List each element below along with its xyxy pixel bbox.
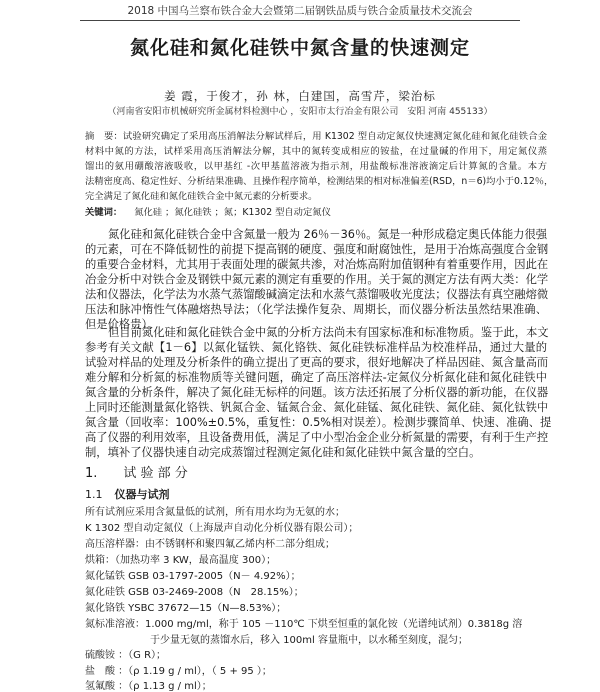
paragraph-line: 法和仪器法，化学法为水蒸气蒸馏酸碱滴定法和水蒸气蒸馏吸收光度法；仪器法有真空融熔微 [85,288,549,301]
affiliation: （河南省安阳市机械研究所金属材料检测中心 ，安阳市太行冶金有限公司 安阳 河南 455133） [107,107,493,117]
reagent-item: 氮化锰铁 GSB 03-1797-2005（N－ 4.92%）； [85,571,301,582]
section-number: 1. [85,466,98,481]
abstract-line: 材料中氮的方法，试样采用高压消解法分解，其中的氮转变成相应的铵盐，在过量碱的作用下，用定氮仪蒸 [85,146,547,157]
reagent-item: 于少量无氨的蒸馏水后，移入 100ml 容量瓶中，以水稀至刻度，混匀； [150,635,468,646]
paragraph-line: 试验对样品的处理及分析条件的确立提出了更高的要求，很好地解决了样品因硅、氮含量高而 [85,356,549,369]
abstract-line: 馏出的氨用硼酸溶液吸收，以甲基红 -次甲基蓝溶液为指示剂，用盐酸标准溶液滴定后计算氮的含量。本方 [85,161,547,172]
subsection-title: 仪器与试剂 [114,488,170,501]
paragraph-line: 上同时还能测量氮化铬铁、钒氮合金、锰氮合金、氮化硅锰、氮化硅铁、氮化硅、氮化钛铁中 [85,401,549,414]
subsection-heading [85,486,170,502]
reagent-item: K 1302 型自动定氮仪（上海晟声自动化分析仪器有限公司）； [85,523,359,534]
paragraph-line: 高了仪器的利用效率，且设备费用低，满足了中小型冶金企业分析氮量的需要，有利于生产控 [85,431,549,444]
paper-title: 氮化硅和氮化硅铁中氮含量的快速测定 [129,37,470,59]
reagent-item: 氮标准溶液：1.000 mg/ml，称于 105 －110℃ 下烘至恒重的氯化铵（光谱纯试剂）0.3818g 溶 [85,619,523,630]
paragraph-line: 的重要合金材料，尤其用于表面处理的碳氮共渗，对冶炼高附加值钢种有着重要作用，因此在 [85,258,549,271]
keywords [85,204,331,218]
reagent-item: 硫酸铵 ：（G R）； [85,650,167,661]
paragraph-line: 制，填补了仪器快速自动完成蒸馏过程测定氮化硅和氮化硅铁中氮含量的空白。 [85,446,481,459]
conference-header: 2018 中国乌兰察布铁合金大会暨第二届钢铁品质与铁合金质量技术交流会 [127,5,473,17]
paragraph-line: 氮含量的分析条件，解决了氮化硅无标样的问题。该方法还拓展了分析仪器的新功能，在仪器 [85,386,549,399]
reagent-item: 氮化硅铁 GSB 03-2469-2008（N 28.15%）； [85,587,304,598]
paragraph-line: 参考有关文献【1－6】以氮化锰铁、氮化铬铁、氮化硅铁标准样品为校准样品，通过大量的 [85,341,547,354]
abstract-line: 摘 要：试验研究确定了采用高压消解法分解试样后，用 K1302 型自动定氮仪快速测定氮化硅和氮化硅铁合金 [85,131,547,142]
section-title: 试 验 部 分 [123,466,188,481]
authors: 姜 霞，于俊才，孙 林，白建国，高雪芹，梁治标 [164,89,436,103]
paragraph-line: 难分解和分析氮的标准物质等关键问题，确定了高压溶样法-定氮仪分析氮化硅和氮化硅铁中 [85,371,547,384]
reagent-item: 所有试剂应采用含氮量低的试剂，所有用水均为无氨的水； [85,507,345,518]
subsection-number: 1.1 [85,488,103,501]
paragraph-line: 氮含量（回收率：100%±0.5%，重复性：0.5%相对误差）。检测步骤简单、快速、准确、提 [85,416,552,429]
reagent-item: 烘箱：（加热功率 3 KW，最高温度 300）； [85,555,277,566]
section-heading [85,462,214,481]
abstract-line: 法精密度高、稳定性好、分析结果准确、且操作程序简单，检测结果的相对标准偏差(RSD，n＝6)均小于0.12％， [85,176,554,187]
paragraph-line: 冶金分析中对铁合金及钢铁中氮元素的测定有重要的作用。关于氮的测定方法有两大类：化学 [85,273,549,286]
reagent-item: 氮化铬铁 YSBC 37672—15（N—8.53%）； [85,603,287,614]
keywords-label: 关键词： [85,207,123,218]
keywords-text: 氮化硅 ；氮化硅铁 ；氮；K1302 型自动定氮仪 [134,207,331,218]
reagent-item: 高压溶样器：由不锈钢杯和聚四氟乙烯内杯二部分组成； [85,539,335,550]
reagent-item: 氢氟酸 ：（ρ 1.13 g / ml）； [85,681,212,692]
paragraph-line: 压法和脉冲惰性气体融熔热导法；（化学法操作复杂、周期长，而仪器分析法虽然结果准确、 [85,303,547,316]
paragraph-line: 氮化硅和氮化硅铁合金中含氮量一般为 26％－36％。氮是一种形成稳定奥氏体能力很强 [108,228,548,241]
paragraph-line: 的元素，可在不降低韧性的前提下提高钢的硬度、强度和耐腐蚀性，是用于冶炼高强度合金钢 [85,243,549,256]
reagent-item: 盐 酸 ：（ρ 1.19 g / ml），（ 5 + 95 ）； [85,666,272,677]
paragraph-line: 但目前氮化硅和氮化硅铁合金中氮的分析方法尚未有国家标准和标准物质。鉴于此，本文 [108,326,549,339]
header-rule [80,20,520,21]
abstract-line: 完全满足了氮化硅和氮化硅铁合金中氮元素的分析要求。 [85,191,318,202]
paragraph-line: 但是价格贵）。 [85,318,159,331]
